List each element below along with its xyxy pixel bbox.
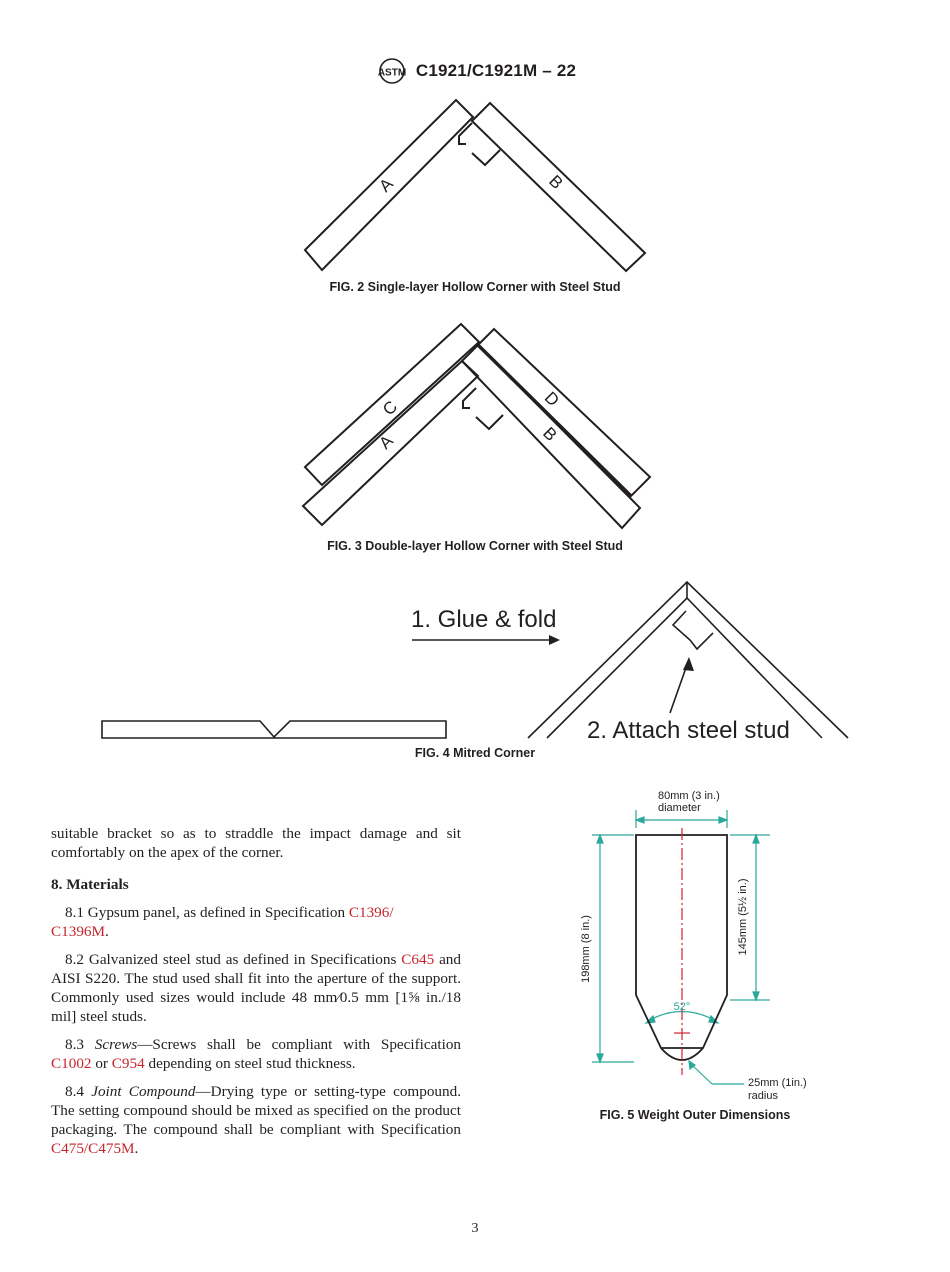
- label-a: A: [375, 431, 397, 453]
- document-title: C1921/C1921M – 22: [415, 61, 577, 80]
- logo-text: ASTM: [377, 67, 407, 79]
- body-height-label: 145mm (5½ in.): [737, 878, 749, 956]
- diameter-word: diameter: [658, 802, 701, 814]
- steel-stud-upper: [463, 388, 476, 408]
- paragraph-8-2: 8.2 Galvanized steel stud as defined in Specifications C645 and AISI S220. The stud used shall fit into the aperture of the support. Commonly used sizes would include 48 mm⁄0.5 mm [1⅝ in./18 mil] steel studs.: [51, 951, 461, 1025]
- body-text-column: [51, 824, 461, 1167]
- link-c954[interactable]: C954: [111, 1055, 145, 1072]
- link-c645[interactable]: C645: [401, 951, 435, 968]
- panel-d: [478, 329, 650, 496]
- radius-word: radius: [748, 1090, 778, 1102]
- steel-stud-lower: [690, 633, 713, 649]
- total-height-label: 198mm (8 in.): [580, 915, 592, 983]
- link-c1396m[interactable]: C1396M: [51, 923, 106, 940]
- arrow-right-icon: [549, 635, 560, 645]
- radius-value: 25mm (1in.): [748, 1077, 807, 1089]
- paragraph-8-1: 8.1 Gypsum panel, as defined in Specification C1396/ C1396M.: [51, 904, 394, 940]
- diameter-value: 80mm (3 in.): [658, 790, 720, 802]
- link-c1002[interactable]: C1002: [51, 1055, 92, 1072]
- figure-2-caption: FIG. 2 Single-layer Hollow Corner with Steel Stud: [329, 280, 621, 294]
- flat-panel-notched: [102, 721, 446, 738]
- figure-2-drawing: [0, 0, 950, 300]
- label-b: B: [545, 171, 567, 193]
- link-c1396[interactable]: C1396/: [348, 904, 394, 921]
- label-b: B: [539, 423, 561, 445]
- angle-label: 52°: [673, 1001, 691, 1013]
- continuation-paragraph: suitable bracket so as to straddle the impact damage and sit comfortably on the apex of the corner.: [51, 825, 461, 861]
- figure-4-drawing: [0, 570, 950, 750]
- paragraph-8-4: 8.4 Joint Compound—Drying type or setting-type compound. The setting compound should be mixed as specified on the product packaging. The compound shall be compliant with Specification C475/C475M.: [51, 1083, 462, 1157]
- figure-4-caption: FIG. 4 Mitred Corner: [414, 746, 536, 760]
- figure-5-drawing: [560, 780, 830, 1110]
- steel-stud-upper: [459, 123, 472, 144]
- figure-5-caption: FIG. 5 Weight Outer Dimensions: [599, 1108, 791, 1122]
- figure-3-caption: FIG. 3 Double-layer Hollow Corner with Steel Stud: [327, 539, 623, 553]
- label-a: A: [375, 174, 397, 196]
- steel-stud-upper: [673, 611, 690, 640]
- steel-stud-lower: [472, 150, 500, 165]
- page-number: 3: [471, 1221, 479, 1236]
- arrow-up-icon: [683, 657, 694, 671]
- label-c: C: [379, 397, 402, 420]
- paragraph-8-3: 8.3 Screws—Screws shall be compliant with Specification C1002 or C954 depending on steel stud thickness.: [51, 1036, 462, 1072]
- step-2-label: 2. Attach steel stud: [587, 717, 790, 744]
- label-d: D: [540, 388, 563, 411]
- step-1-label: 1. Glue & fold: [411, 606, 557, 633]
- figure-3-drawing: [0, 300, 950, 540]
- section-heading: 8. Materials: [51, 876, 129, 893]
- steel-stud-lower: [476, 415, 503, 429]
- link-c475[interactable]: C475/C475M: [51, 1140, 135, 1157]
